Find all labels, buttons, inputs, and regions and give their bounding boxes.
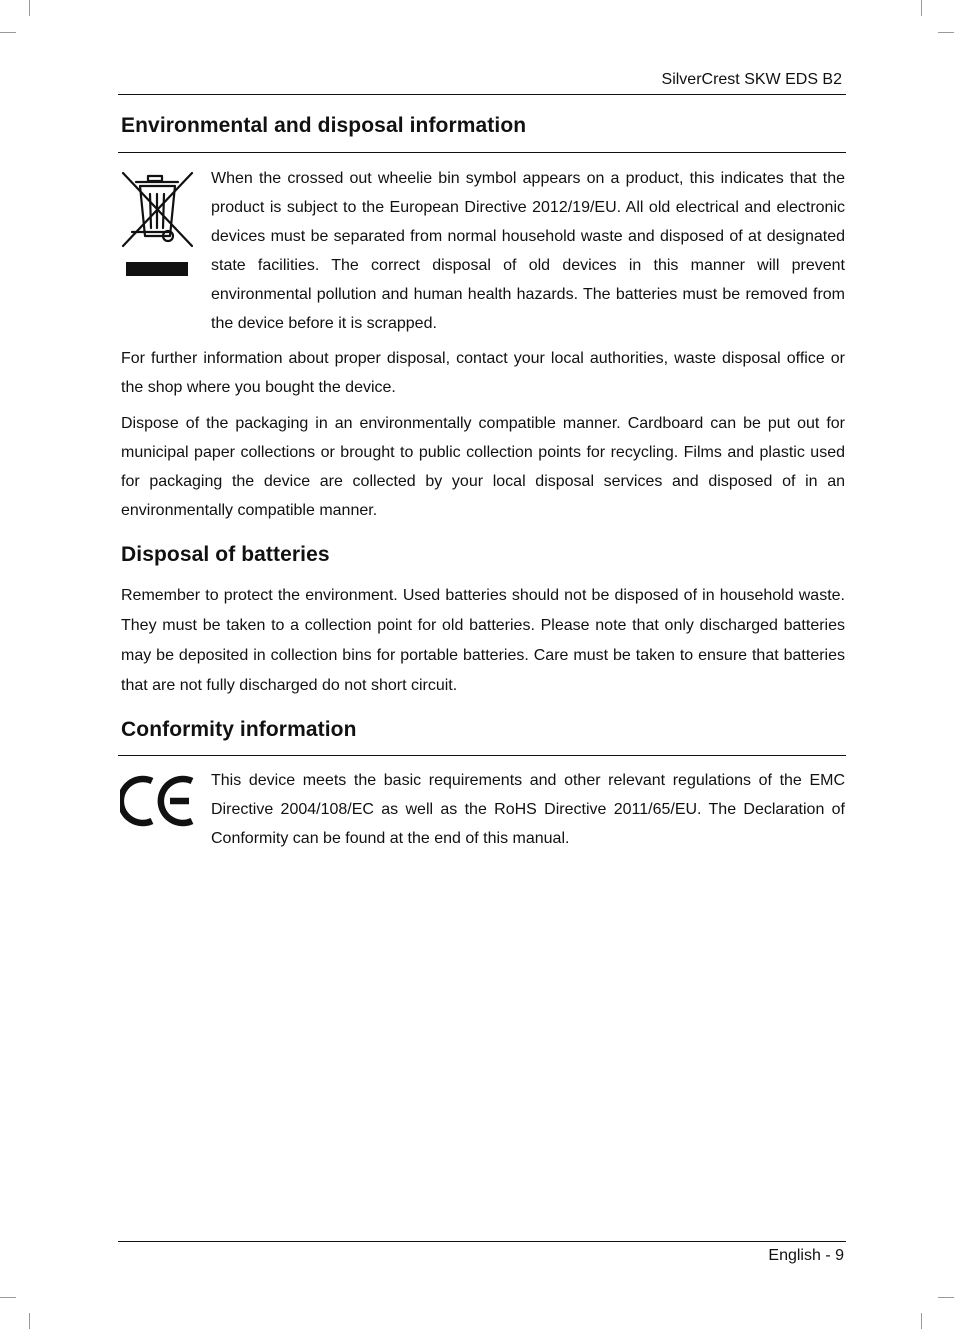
paragraph: Dispose of the packaging in an environmentally compatible manner. Cardboard can be put out for municipal paper collections or brought to public collection points for recycling. Films and plastic used for packaging the device are collected by your local disposal services and disposed of in an environmentally compatible manner. [121, 415, 845, 519]
footer-rule [118, 1241, 846, 1242]
ce-mark-icon [120, 773, 198, 829]
paragraph: Remember to protect the environment. Used batteries should not be disposed of in household waste. They must be taken to a collection point for old batteries. Please note that only discharged batteries may be deposited in collection bins for portable batteries. Care must be taken to ensure that batteries that are not fully discharged do not short circuit. [121, 587, 845, 694]
crop-mark [29, 0, 30, 16]
header-rule [118, 94, 846, 95]
paragraph: For further information about proper disposal, contact your local authorities, waste disposal office or the shop where you bought the device. [121, 350, 845, 396]
crop-mark [921, 1313, 922, 1329]
crop-mark [938, 32, 954, 33]
section-title-batteries: Disposal of batteries [121, 543, 330, 566]
crop-mark [29, 1313, 30, 1329]
weee-paragraph: When the crossed out wheelie bin symbol appears on a product, this indicates that the product is subject to the European Directive 2012/19/EU. All old electrical and electronic devices must be separated from normal household waste and disposed of at designated state facilities. The correct disposal of old devices in this manner will prevent environmental pollution and human health hazards. The batteries must be removed from the device before it is scrapped. [211, 170, 845, 332]
weee-crossed-out-bin-icon [120, 170, 196, 280]
crop-mark [938, 1297, 954, 1298]
section-rule [118, 152, 846, 153]
section-title-conformity: Conformity information [121, 718, 357, 741]
section-rule [118, 755, 846, 756]
crop-mark [0, 32, 16, 33]
crop-mark [0, 1297, 16, 1298]
page-number: English - 9 [768, 1247, 844, 1264]
running-header: SilverCrest SKW EDS B2 [661, 71, 842, 88]
crop-mark [921, 0, 922, 16]
conformity-paragraph: This device meets the basic requirements and other relevant regulations of the EMC Directive 2004/108/EC as well as the RoHS Directive 2011/65/EU. The Declaration of Conformity can be found at the end of this manual. [211, 772, 845, 847]
section-title-environmental: Environmental and disposal information [121, 114, 527, 137]
